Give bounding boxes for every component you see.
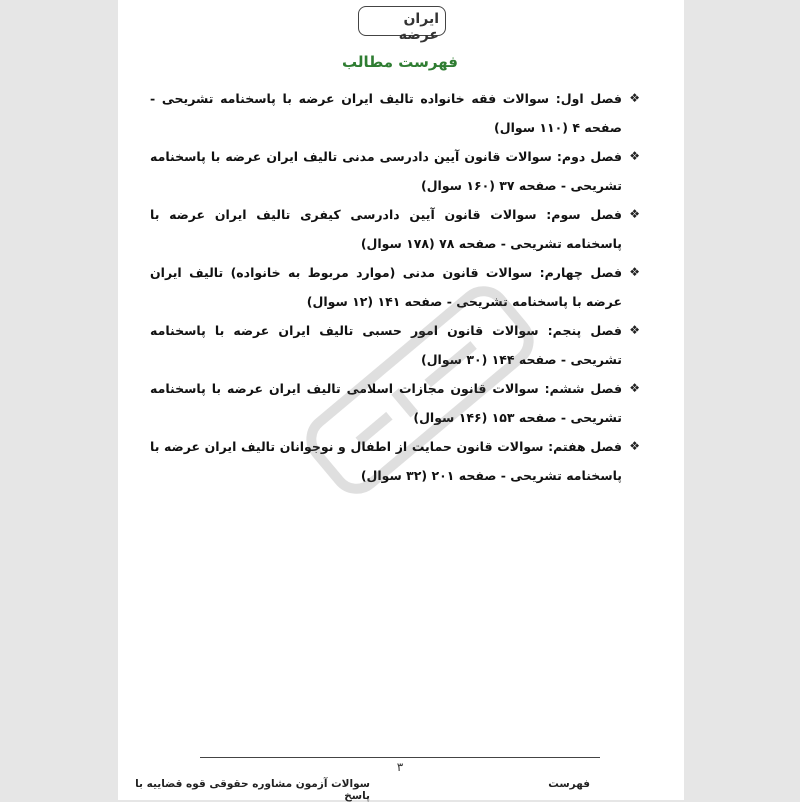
diamond-bullet-icon: ❖ bbox=[629, 149, 640, 163]
footer-section-name: فهرست bbox=[548, 778, 590, 790]
toc-item: ❖ فصل دوم: سوالات قانون آیین دادرسی مدنی تالیف ایران عرضه با پاسخنامه تشریحی - صفحه ۳۷ (۱۶۰ سوال) bbox=[150, 142, 640, 200]
footer-divider bbox=[200, 757, 600, 758]
footer-book-title: سوالات آزمون مشاوره حقوقی قوه قضاییه با پاسخ bbox=[135, 778, 370, 802]
toc-title: فهرست مطالب bbox=[342, 53, 458, 71]
toc-item: ❖ فصل چهارم: سوالات قانون مدنی (موارد مربوط به خانواده) تالیف ایران عرضه با پاسخنامه تشریحی - صفحه ۱۴۱ (۱۲ سوال) bbox=[150, 258, 640, 316]
diamond-bullet-icon: ❖ bbox=[629, 265, 640, 279]
diamond-bullet-icon: ❖ bbox=[629, 439, 640, 453]
page-number: ۳ bbox=[396, 760, 404, 774]
brand-logo bbox=[358, 6, 446, 43]
toc-item: ❖ فصل سوم: سوالات قانون آیین دادرسی کیفری تالیف ایران عرضه با پاسخنامه تشریحی - صفحه ۷۸ (۱۷۸ سوال) bbox=[150, 200, 640, 258]
toc-item: ❖ فصل ششم: سوالات قانون مجازات اسلامی تالیف ایران عرضه با پاسخنامه تشریحی - صفحه ۱۵۳ (۱۴۶ سوال) bbox=[150, 374, 640, 432]
diamond-bullet-icon: ❖ bbox=[629, 323, 640, 337]
diamond-bullet-icon: ❖ bbox=[629, 91, 640, 105]
diamond-bullet-icon: ❖ bbox=[629, 207, 640, 221]
diamond-bullet-icon: ❖ bbox=[629, 381, 640, 395]
toc-item: ❖ فصل هفتم: سوالات قانون حمایت از اطفال و نوجوانان تالیف ایران عرضه با پاسخنامه تشریحی - صفحه ۲۰۱ (۳۲ سوال) bbox=[150, 432, 640, 490]
logo-text: ایران عرضه bbox=[398, 11, 439, 43]
toc-item: ❖ فصل پنجم: سوالات قانون امور حسبی تالیف ایران عرضه با پاسخنامه تشریحی - صفحه ۱۴۴ (۳۰ سوال) bbox=[150, 316, 640, 374]
toc-item: ❖ فصل اول: سوالات فقه خانواده تالیف ایران عرضه با پاسخنامه تشریحی - صفحه ۴ (۱۱۰ سوال) bbox=[150, 84, 640, 142]
toc-list bbox=[150, 84, 640, 490]
